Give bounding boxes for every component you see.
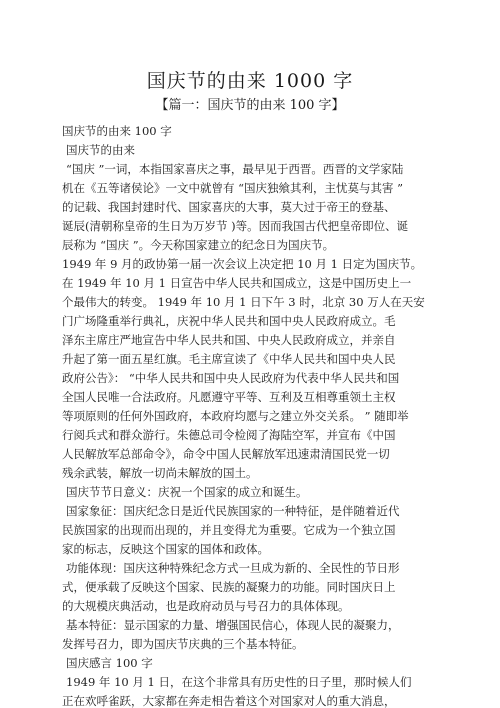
body-line: 的大规模庆典活动，也是政府动员与号召力的具体体现。 — [62, 599, 350, 613]
document-subtitle: 【篇一：国庆节的由来 100 字】 — [155, 98, 345, 113]
body-line: 发挥号召力，即为国庆节庆典的三个基本特征。 — [62, 637, 304, 651]
body-line: “国庆 ”一词，本指国家喜庆之事，最早见于西晋。西晋的文学家陆 — [66, 162, 404, 176]
body-line: 泽东主席庄严地宣告中华人民共和国、中央人民政府成立，并亲自 — [62, 333, 396, 347]
body-line: 诞辰(清朝称皇帝的生日为万岁节 )等。因而我国古代把皇帝即位、诞 — [62, 219, 409, 233]
body-line: 国庆节节日意义：庆祝一个国家的成立和诞生。 — [66, 485, 308, 499]
body-line: 全国人民唯一合法政府。凡愿遵守平等、互利及互相尊重领土主权 — [62, 390, 396, 404]
body-line: 国庆节的由来 — [66, 143, 135, 157]
body-line: 政府公告》： “中华人民共和国中央人民政府为代表中华人民共和国 — [62, 371, 400, 385]
body-line: 国庆节的由来 100 字 — [62, 124, 172, 138]
body-line: 残余武装，解放一切尚未解放的国土。 — [62, 466, 258, 480]
body-line: 升起了第一面五星红旗。毛主席宣读了《中华人民共和国中央人民 — [62, 352, 396, 366]
body-line: 民族国家的出现而出现的，并且变得尤为重要。它成为一个独立国 — [62, 523, 396, 537]
body-line: 在 1949 年 10 月 1 日宣告中华人民共和国成立，这是中国历史上一 — [62, 276, 412, 290]
body-line: 基本特征：显示国家的力量、增强国民信心，体现人民的凝聚力， — [66, 618, 400, 632]
body-line: 门广场隆重举行典礼，庆祝中华人民共和国中央人民政府成立。毛 — [62, 314, 396, 328]
body-line: 机在《五等诸侯论》一文中就曾有 “国庆独飨其利，主忧莫与其害 ” — [62, 181, 404, 195]
body-line: 家的标志，反映这个国家的国体和政体。 — [62, 542, 269, 556]
body-line: 1949 年 10 月 1 日，在这个非常具有历史性的日子里，那时候人们 — [66, 675, 412, 689]
body-line: 正在欢呼雀跃，大家都在奔走相告着这个对国家对人的重大消息， — [62, 694, 396, 708]
document-title: 国庆节的由来 1000 字 — [146, 70, 354, 92]
body-line: 等项原则的任何外国政府，本政府均愿与之建立外交关系。 ” 随即举 — [62, 409, 409, 423]
body-line: 行阅兵式和群众游行。朱德总司令检阅了海陆空军，并宣布《中国 — [62, 428, 396, 442]
body-line: 的记载、我国封建时代、国家喜庆的大事，莫大过于帝王的登基、 — [62, 200, 396, 214]
body-line: 国家象征：国庆纪念日是近代民族国家的一种特征，是伴随着近代 — [66, 504, 400, 518]
body-line: 式，便承载了反映这个国家、民族的凝聚力的功能。同时国庆日上 — [62, 580, 396, 594]
body-line: 辰称为 “国庆 ”。今天称国家建立的纪念日为国庆节。 — [62, 238, 335, 252]
body-line: 1949 年 9 月的政协第一届一次会议上决定把 10 月 1 日定为国庆节。 — [62, 257, 423, 271]
body-line: 个最伟大的转变。 1949 年 10 月 1 日下午 3 时，北京 30 万人在天安 — [62, 295, 425, 309]
body-line: 国庆感言 100 字 — [66, 656, 153, 670]
body-line: 功能体现：国庆这种特殊纪念方式一旦成为新的、全民性的节日形 — [66, 561, 400, 575]
body-line: 人民解放军总部命令》，命令中国人民解放军迅速肃清国民党一切 — [62, 447, 390, 461]
